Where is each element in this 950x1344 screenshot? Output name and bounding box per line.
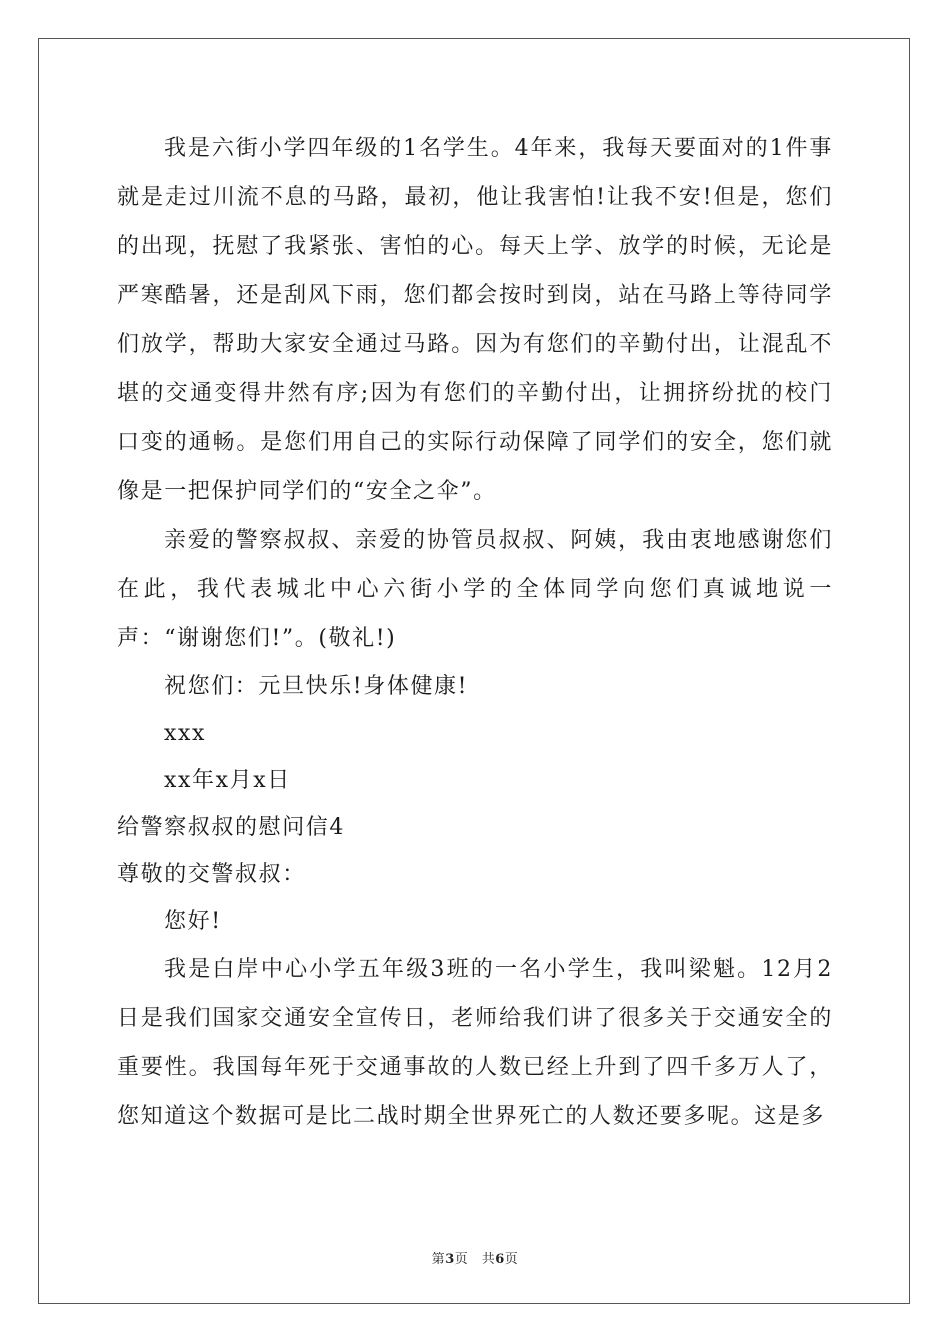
letter-greeting: 您好! [164,909,222,934]
page-prefix: 第 [431,1252,446,1267]
letter-paragraph-1: 我是六街小学四年级的1名学生。4年来，我每天要面对的1件事就是走过川流不息的马路，最初，他让我害怕!让我不安!但是，您们的出现，抚慰了我紧张、害怕的心。每天上学、放学的时候，无论是严寒酷暑，还是刮风下雨，您们都会按时到岗，站在马路上等待同学们放学，帮助大家安全通过马路。因为有您们的辛勤付出，让混乱不堪的交通变得井然有序;因为有您们的辛勤付出，让拥挤纷扰的校门口变的通畅。是您们用自己的实际行动保障了同学们的安全，您们就像是一把保护同学们的“安全之伞”。 [117,136,833,504]
letter-paragraph-2: 亲爱的警察叔叔、亲爱的协管员叔叔、阿姨，我由衷地感谢您们在此，我代表城北中心六街小学的全体同学向您们真诚地说一声：“谢谢您们!”。(敬礼!) [117,528,833,651]
page-current: 3 [445,1252,455,1267]
letter-salutation: 尊敬的交警叔叔： [117,862,306,887]
page-suffix: 页 [504,1252,519,1267]
section-title: 给警察叔叔的慰问信4 [117,815,345,840]
page-total: 6 [495,1252,505,1267]
page-footer [0,1248,950,1267]
letter-date: xx年x月x日 [164,768,291,793]
document-body [117,124,833,1141]
letter-signature: xxx [164,721,207,746]
page-mid: 页 共 [454,1252,496,1267]
letter-closing: 祝您们：元旦快乐!身体健康! [164,674,469,699]
letter-body-paragraph: 我是白岸中心小学五年级3班的一名小学生，我叫梁魁。12月2日是我们国家交通安全宣传日，老师给我们讲了很多关于交通安全的重要性。我国每年死于交通事故的人数已经上升到了四千多万人了，您知道这个数据可是比二战时期全世界死亡的人数还要多呢。这是多 [117,957,833,1129]
